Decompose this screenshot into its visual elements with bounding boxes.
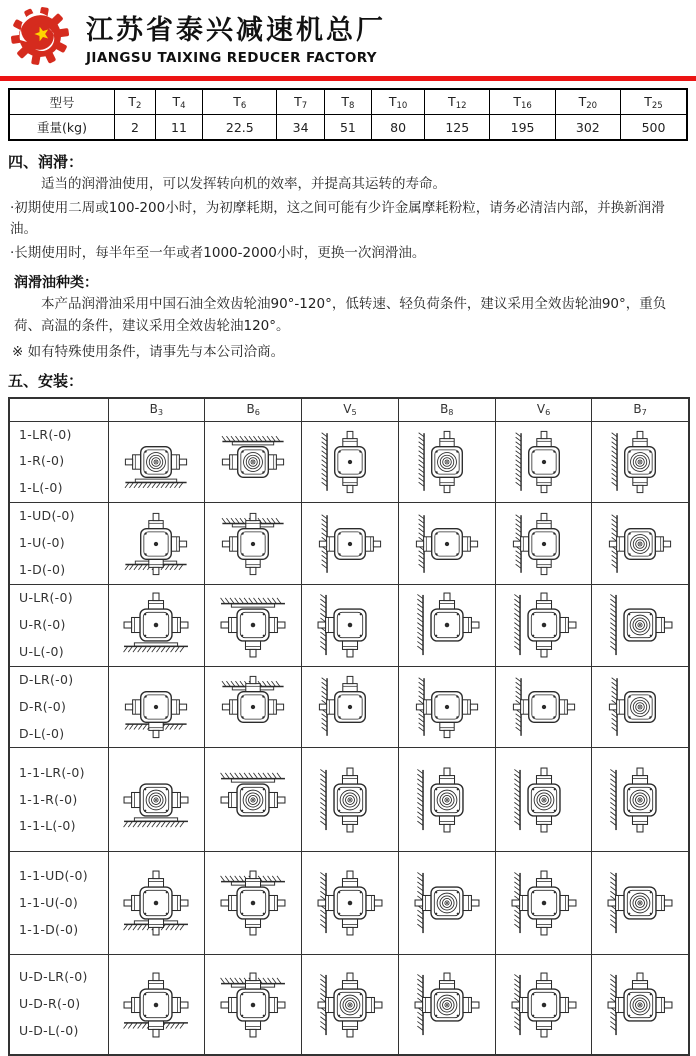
install-cell (592, 955, 689, 1055)
install-table (0, 397, 696, 1056)
gearbox-diagram (109, 671, 203, 743)
install-cell (398, 666, 495, 748)
weight-cell: 125 (425, 115, 490, 141)
install-cell (592, 503, 689, 585)
gearbox-diagram (400, 962, 494, 1048)
gearbox-diagram (400, 671, 494, 743)
install-cell (108, 748, 205, 852)
gearbox-diagram (497, 671, 591, 743)
mount-position-header-v6: $V_6$ (495, 398, 592, 422)
section-4-heading: 四、润滑： (8, 153, 84, 171)
gearbox-diagram (593, 860, 687, 946)
install-cell (205, 666, 302, 748)
weight-cell: 22.5 (203, 115, 277, 141)
install-row-label: D-LR(-0) D-R(-0) D-L(-0) (9, 666, 108, 748)
install-cell (302, 852, 399, 955)
model-cell: $T_{12}$ (425, 89, 490, 115)
weight-cell: 500 (620, 115, 687, 141)
gearbox-diagram (400, 860, 494, 946)
install-cell (108, 666, 205, 748)
install-cell (302, 503, 399, 585)
model-row-label: 型号 (9, 89, 115, 115)
mount-position-header-b6: $B_6$ (205, 398, 302, 422)
gearbox-diagram (206, 860, 300, 946)
gearbox-diagram (497, 426, 591, 498)
install-cell (302, 584, 399, 666)
install-cell (592, 421, 689, 503)
gearbox-diagram (400, 587, 494, 663)
install-cell (495, 503, 592, 585)
gearbox-diagram (303, 587, 397, 663)
install-cell (108, 852, 205, 955)
gearbox-diagram (593, 757, 687, 843)
install-row (9, 748, 689, 852)
install-cell (108, 503, 205, 585)
page-header (0, 0, 696, 76)
install-cell (398, 503, 495, 585)
model-cell: $T_{20}$ (555, 89, 620, 115)
model-cell: $T_7$ (277, 89, 324, 115)
gearbox-diagram (206, 587, 300, 663)
install-row-label: U-LR(-0) U-R(-0) U-L(-0) (9, 584, 108, 666)
gearbox-diagram (109, 962, 203, 1048)
install-cell (205, 421, 302, 503)
weight-cell: 34 (277, 115, 324, 141)
gearbox-diagram (109, 426, 203, 498)
install-cell (205, 503, 302, 585)
weight-cell: 195 (490, 115, 555, 141)
gearbox-diagram (303, 671, 397, 743)
gearbox-diagram (593, 508, 687, 580)
gearbox-diagram (303, 860, 397, 946)
gearbox-diagram (593, 587, 687, 663)
mount-position-header-b3: $B_3$ (108, 398, 205, 422)
install-row-label: 1-UD(-0) 1-U(-0) 1-D(-0) (9, 503, 108, 585)
mount-position-header-b8: $B_8$ (398, 398, 495, 422)
company-name-cn: 江苏省泰兴减速机总厂 (86, 15, 386, 46)
install-row (9, 584, 689, 666)
install-row-label: 1-1-LR(-0) 1-1-R(-0) 1-1-L(-0) (9, 748, 108, 852)
gear-star-logo-icon (10, 6, 70, 66)
install-cell (495, 666, 592, 748)
install-cell (205, 955, 302, 1055)
install-row-label: 1-LR(-0) 1-R(-0) 1-L(-0) (9, 421, 108, 503)
model-cell: $T_{25}$ (620, 89, 687, 115)
install-cell (398, 748, 495, 852)
gearbox-diagram (497, 508, 591, 580)
install-cell (108, 584, 205, 666)
install-row-label: 1-1-UD(-0) 1-1-U(-0) 1-1-D(-0) (9, 852, 108, 955)
gearbox-diagram (593, 671, 687, 743)
mount-position-header-v5: $V_5$ (302, 398, 399, 422)
gearbox-diagram (593, 962, 687, 1048)
install-header-empty (9, 398, 108, 422)
gearbox-diagram (303, 426, 397, 498)
model-cell: $T_{16}$ (490, 89, 555, 115)
install-cell (205, 852, 302, 955)
install-cell (108, 421, 205, 503)
install-cell (302, 421, 399, 503)
gearbox-diagram (206, 508, 300, 580)
oil-types-text: 本产品润滑油采用中国石油全效齿轮油90°-120°，低转速、轻负荷条件，建议采用全效齿轮油90°，重负荷、高温的条件，建议采用全效齿轮油120°。 (14, 296, 667, 334)
install-cell (592, 584, 689, 666)
model-cell: $T_2$ (115, 89, 156, 115)
install-cell (398, 852, 495, 955)
weight-cell: 302 (555, 115, 620, 141)
install-cell (398, 584, 495, 666)
install-cell (205, 748, 302, 852)
gearbox-diagram (400, 508, 494, 580)
install-cell (495, 955, 592, 1055)
install-cell (592, 748, 689, 852)
gearbox-diagram (497, 757, 591, 843)
install-cell (495, 421, 592, 503)
oil-types-heading: 润滑油种类： (14, 275, 98, 292)
model-cell: $T_{10}$ (372, 89, 425, 115)
gearbox-diagram (109, 508, 203, 580)
weight-cell: 11 (155, 115, 202, 141)
install-row (9, 852, 689, 955)
weight-cell: 80 (372, 115, 425, 141)
model-cell: $T_6$ (203, 89, 277, 115)
install-row (9, 503, 689, 585)
install-cell (398, 955, 495, 1055)
install-cell (592, 852, 689, 955)
gearbox-diagram (109, 757, 203, 843)
weight-cell: 51 (324, 115, 371, 141)
install-cell (592, 666, 689, 748)
install-cell (398, 421, 495, 503)
gearbox-diagram (400, 757, 494, 843)
model-cell: $T_4$ (155, 89, 202, 115)
gearbox-diagram (303, 962, 397, 1048)
gearbox-diagram (303, 757, 397, 843)
header-divider (0, 76, 696, 81)
special-note: ※ 如有特殊使用条件，请事先与本公司洽商。 (12, 343, 285, 360)
gearbox-diagram (206, 426, 300, 498)
weight-table (0, 88, 696, 141)
install-row (9, 666, 689, 748)
gearbox-diagram (109, 860, 203, 946)
install-cell (302, 955, 399, 1055)
company-name-en: JIANGSU TAIXING REDUCER FACTORY (86, 50, 377, 66)
gearbox-diagram (497, 860, 591, 946)
gearbox-diagram (497, 962, 591, 1048)
weight-cell: 2 (115, 115, 156, 141)
install-cell (108, 955, 205, 1055)
section-5-heading: 五、安装： (8, 371, 84, 390)
install-row (9, 955, 689, 1055)
install-row-label: U-D-LR(-0) U-D-R(-0) U-D-L(-0) (9, 955, 108, 1055)
mount-position-header-b7: $B_7$ (592, 398, 689, 422)
gearbox-diagram (593, 426, 687, 498)
gearbox-diagram (497, 587, 591, 663)
model-cell: $T_8$ (324, 89, 371, 115)
gearbox-diagram (400, 426, 494, 498)
install-cell (205, 584, 302, 666)
install-row (9, 421, 689, 503)
gearbox-diagram (206, 962, 300, 1048)
gearbox-diagram (206, 671, 300, 743)
install-cell (302, 748, 399, 852)
install-cell (302, 666, 399, 748)
lubrication-bullet-1: ·初期使用二周或100-200小时，为初摩耗期，这之间可能有少许金属摩耗粉粒，请务必清洁内部，并换新润滑油。 (10, 199, 665, 238)
lubrication-intro: 适当的润滑油使用，可以发挥转向机的效率，并提高其运转的寿命。 (41, 176, 446, 192)
gearbox-diagram (303, 508, 397, 580)
lubrication-bullet-2: ·长期使用时，每半年至一年或者1000-2000小时，更换一次润滑油。 (10, 244, 426, 261)
install-cell (495, 852, 592, 955)
install-cell (495, 748, 592, 852)
weight-row-label: 重量(kg) (9, 115, 115, 141)
gearbox-diagram (206, 757, 300, 843)
gearbox-diagram (109, 587, 203, 663)
install-cell (495, 584, 592, 666)
